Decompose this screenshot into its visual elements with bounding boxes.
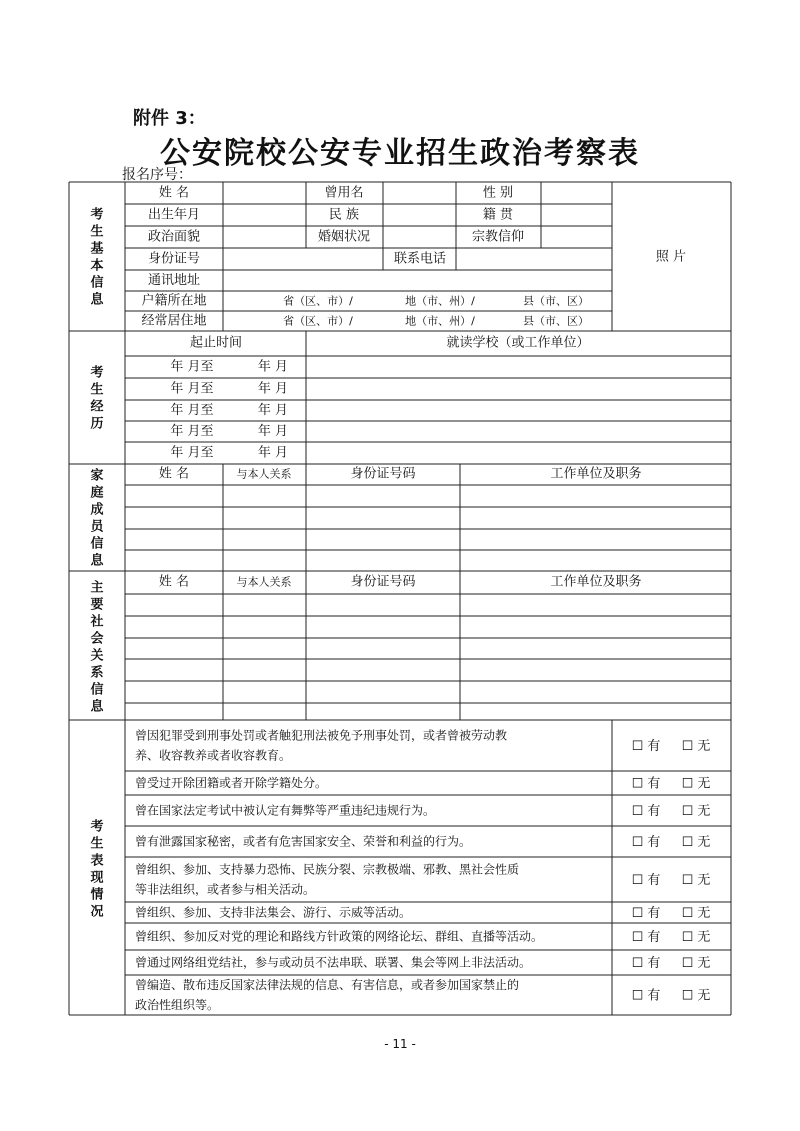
- conduct-item-text: 曾因犯罪受到刑事处罚或者触犯刑法被免予刑事处罚，或者曾被劳动教: [135, 728, 508, 743]
- conduct-no-checkbox[interactable]: ☐ 无: [681, 906, 711, 921]
- period-from: 年 月至: [170, 403, 214, 418]
- conduct-item-text: 曾在国家法定考试中被认定有舞弊等严重违纪违规行为。: [135, 803, 436, 818]
- residence-label: 经常居住地: [141, 313, 207, 329]
- conduct-no-checkbox[interactable]: ☐ 无: [681, 739, 711, 754]
- conduct-item-text: 等非法组织，或者参与相关活动。: [135, 882, 316, 897]
- conduct-yes-checkbox[interactable]: ☐ 有: [631, 906, 661, 921]
- conduct-yes-checkbox[interactable]: ☐ 有: [631, 956, 661, 971]
- religion-label: 宗教信仰: [471, 229, 525, 245]
- period-to: 年 月: [257, 403, 289, 418]
- county-label: 县（市、区）: [523, 314, 589, 328]
- marital-status-label: 婚姻状况: [317, 229, 371, 245]
- period-header: 起止时间: [189, 335, 243, 351]
- conduct-no-checkbox[interactable]: ☐ 无: [681, 804, 711, 819]
- address-label: 通讯地址: [147, 273, 201, 288]
- conduct-item-text: 曾编造、散布违反国家法律法规的信息、有害信息，或者参加国家禁止的: [135, 978, 520, 992]
- conduct-no-checkbox[interactable]: ☐ 无: [681, 988, 711, 1004]
- political-status-label: 政治面貌: [147, 229, 201, 245]
- conduct-no-checkbox[interactable]: ☐ 无: [681, 835, 711, 850]
- id-number-label: 身份证号: [147, 251, 201, 267]
- social-header: 身份证号码: [350, 574, 416, 590]
- family-header: 姓 名: [158, 466, 190, 482]
- period-from: 年 月至: [170, 424, 214, 439]
- photo-label: 照 片: [655, 249, 687, 265]
- conduct-no-checkbox[interactable]: ☐ 无: [681, 956, 711, 971]
- conduct-item-text: 曾组织、参加、支持暴力恐怖、民族分裂、宗教极端、邪教、黑社会性质: [135, 862, 520, 877]
- conduct-yes-checkbox[interactable]: ☐ 有: [631, 835, 661, 850]
- ethnicity-label: 民 族: [328, 207, 360, 223]
- gender-label: 性 别: [482, 185, 514, 201]
- conduct-no-checkbox[interactable]: ☐ 无: [681, 930, 711, 945]
- period-to: 年 月: [257, 359, 289, 375]
- period-from: 年 月至: [170, 381, 214, 397]
- province-label: 省（区、市）/: [283, 314, 353, 328]
- conduct-item-text: 曾通过网络组党结社，参与或动员不法串联、联署、集会等网上非法活动。: [135, 955, 532, 970]
- section-conduct: 考生表现情况: [90, 819, 104, 920]
- phone-label: 联系电话: [393, 251, 447, 267]
- conduct-item-text: 政治性组织等。: [135, 998, 220, 1012]
- page-title: 公安院校公安专业招生政治考察表: [160, 136, 640, 171]
- period-from: 年 月至: [170, 445, 214, 461]
- conduct-item-text: 曾受过开除团籍或者开除学籍处分。: [135, 776, 328, 790]
- conduct-yes-checkbox[interactable]: ☐ 有: [631, 776, 661, 792]
- county-label: 县（市、区）: [523, 294, 589, 308]
- conduct-yes-checkbox[interactable]: ☐ 有: [631, 873, 661, 888]
- period-to: 年 月: [257, 381, 289, 397]
- page-number: - 11 -: [384, 1037, 416, 1051]
- conduct-yes-checkbox[interactable]: ☐ 有: [631, 930, 661, 945]
- section-social: 主要社会关系信息: [90, 580, 104, 715]
- conduct-item-text: 曾组织、参加、支持非法集会、游行、示威等活动。: [135, 905, 412, 920]
- period-to: 年 月: [257, 445, 289, 461]
- conduct-no-checkbox[interactable]: ☐ 无: [681, 776, 711, 792]
- section-family: 家庭成员信息: [90, 468, 104, 569]
- province-label: 省（区、市）/: [283, 294, 353, 308]
- name-label: 姓 名: [158, 185, 190, 201]
- registration-number-label: 报名序号：: [122, 167, 192, 183]
- city-label: 地（市、州）/: [405, 294, 475, 308]
- city-label: 地（市、州）/: [405, 314, 475, 328]
- attachment-label: 附件 3：: [133, 108, 206, 129]
- conduct-item-text: 曾有泄露国家秘密，或者有危害国家安全、荣誉和利益的行为。: [135, 834, 472, 849]
- family-header: 身份证号码: [350, 466, 416, 482]
- conduct-yes-checkbox[interactable]: ☐ 有: [631, 739, 661, 754]
- period-to: 年 月: [257, 424, 289, 439]
- birth-label: 出生年月: [147, 207, 201, 223]
- section-basic-info: 考生基本信息: [90, 207, 104, 308]
- native-place-label: 籍 贯: [482, 207, 514, 223]
- former-name-label: 曾用名: [324, 185, 364, 201]
- family-header: 与本人关系: [236, 467, 292, 481]
- social-header: 与本人关系: [236, 575, 292, 589]
- conduct-yes-checkbox[interactable]: ☐ 有: [631, 988, 661, 1004]
- household-registration-label: 户籍所在地: [141, 293, 207, 309]
- family-header: 工作单位及职务: [550, 466, 642, 482]
- conduct-item-text: 曾组织、参加反对党的理论和路线方针政策的网络论坛、群组、直播等活动。: [135, 929, 544, 944]
- period-from: 年 月至: [170, 359, 214, 375]
- school-header: 就读学校（或工作单位）: [446, 335, 590, 351]
- conduct-no-checkbox[interactable]: ☐ 无: [681, 873, 711, 888]
- conduct-item-text: 养、收容教养或者收容教育。: [135, 748, 292, 763]
- section-experience: 考生经历: [90, 365, 104, 432]
- social-header: 姓 名: [158, 574, 190, 590]
- conduct-yes-checkbox[interactable]: ☐ 有: [631, 804, 661, 819]
- social-header: 工作单位及职务: [550, 574, 642, 590]
